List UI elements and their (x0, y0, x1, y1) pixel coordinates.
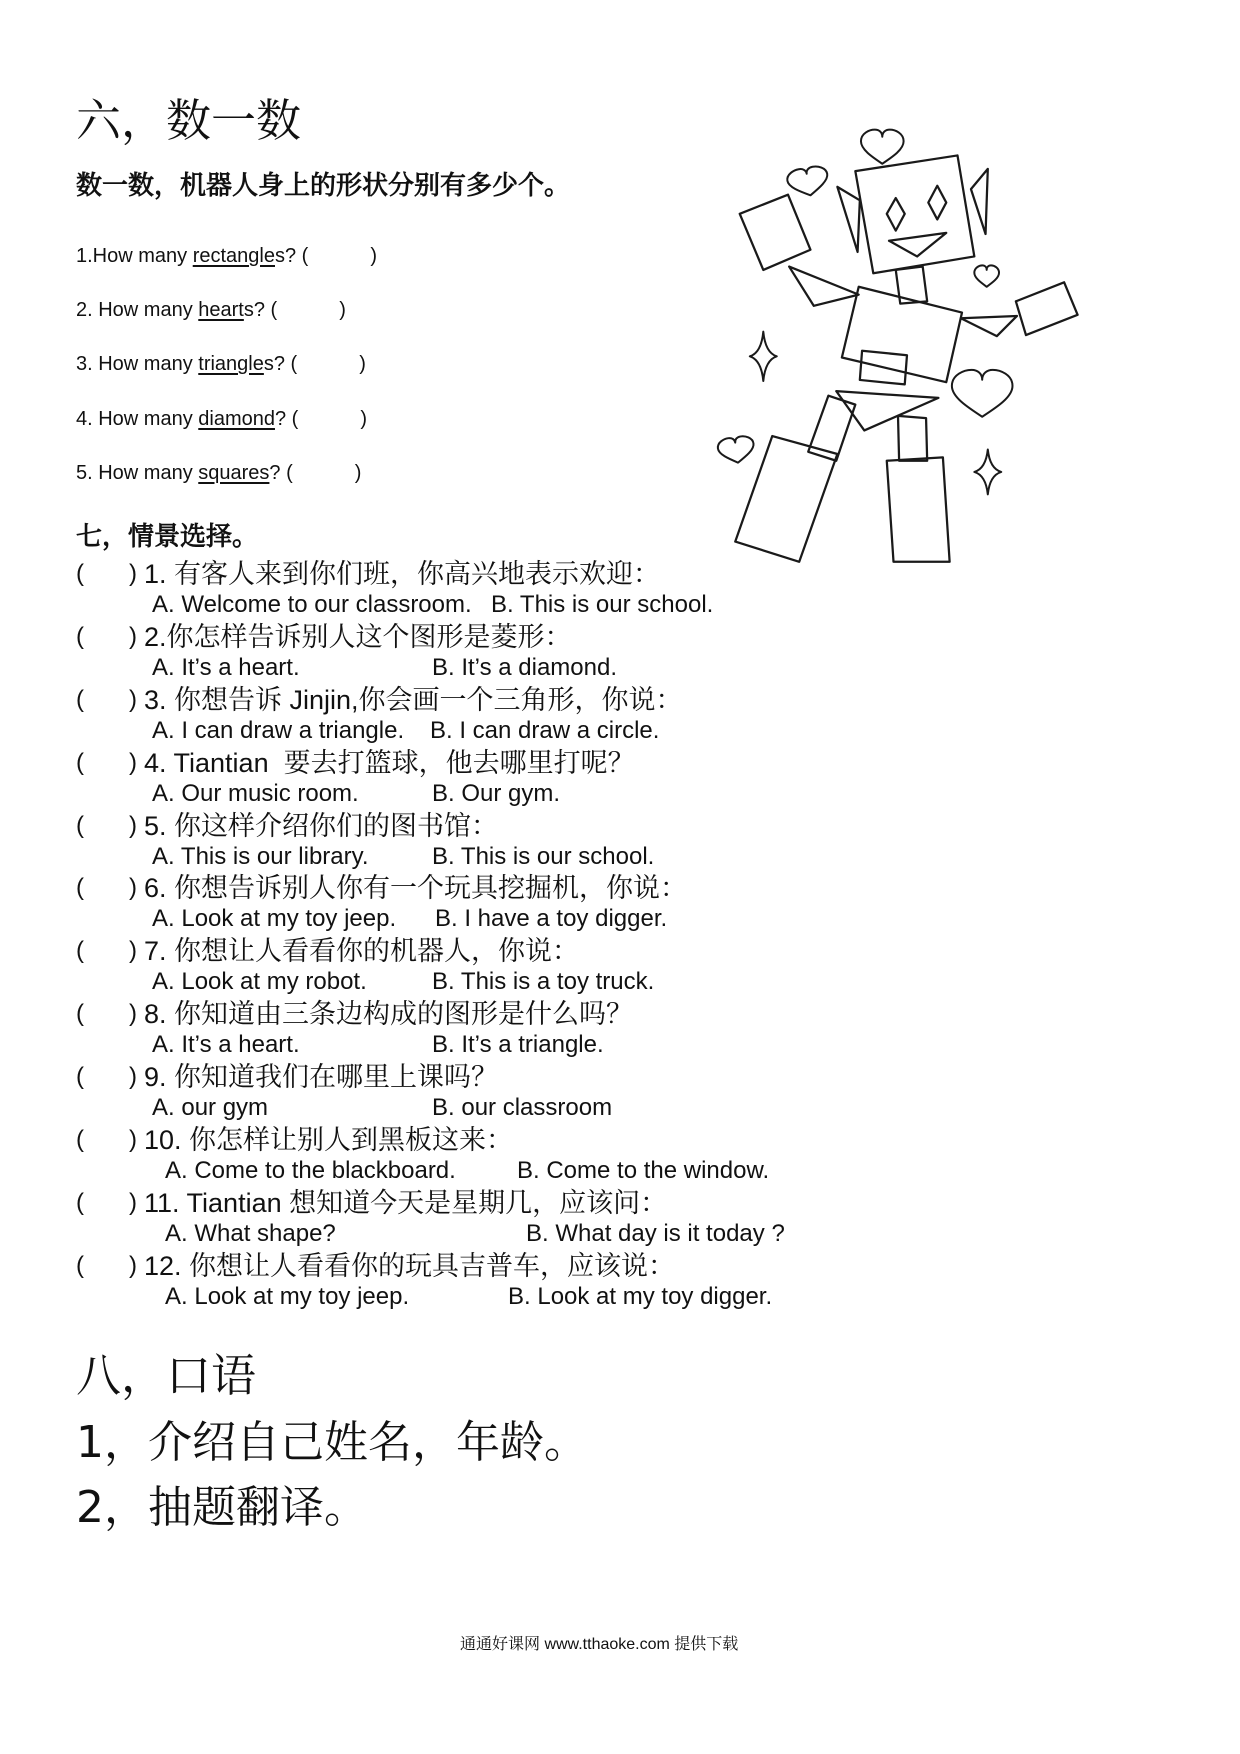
question-suffix: s? ( (263, 353, 298, 375)
heart-shape (786, 164, 831, 198)
robot-left-eye (887, 198, 905, 231)
scenario-item-7 (0, 935, 1240, 998)
scenario-question: 2.你怎样告诉别人这个图形是菱形： (144, 622, 572, 652)
answer-open-paren: ( (76, 1063, 84, 1090)
question-suffix: ? ( (274, 408, 299, 430)
option-a: A. It’s a heart. (152, 654, 300, 681)
option-b: B. This is our school. (491, 591, 714, 618)
answer-close-paren: ) (129, 749, 137, 776)
heart-shape (717, 435, 756, 465)
shape-word: diamond (198, 408, 275, 430)
option-a: A. This is our library. (152, 843, 369, 870)
answer-open-paren: ( (76, 812, 84, 839)
option-b: B. I have a toy digger. (435, 905, 668, 932)
robot-right-ear (971, 169, 988, 234)
count-question-3 (76, 352, 366, 376)
option-a: A. It’s a heart. (152, 1031, 300, 1058)
count-question-1 (76, 244, 377, 268)
scenario-question: 1. 有客人来到你们班，你高兴地表示欢迎： (144, 559, 661, 589)
scenario-item-10 (0, 1124, 1240, 1187)
close-paren: ) (354, 462, 362, 484)
option-a: A. Welcome to our classroom. (152, 591, 472, 618)
section6-instruction: 数一数，机器人身上的形状分别有多少个。 (76, 171, 571, 201)
robot-left-leg (808, 396, 855, 461)
option-a: A. Look at my toy jeep. (165, 1283, 410, 1310)
option-b: B. Come to the window. (517, 1157, 770, 1184)
oral-task-2: 2，抽题翻译。 (76, 1482, 368, 1533)
scenario-item-9 (0, 1061, 1240, 1124)
oral-task-1: 1，介绍自己姓名，年龄。 (76, 1417, 588, 1468)
question-prefix: 1.How many (76, 245, 193, 267)
answer-close-paren: ) (129, 560, 137, 587)
question-suffix: ? ( (269, 462, 293, 484)
scenario-question: 8. 你知道由三条边构成的图形是什么吗？ (144, 999, 634, 1029)
footer-source: 通通好课网 www.tthaoke.com 提供下载 (460, 1636, 739, 1653)
close-paren: ) (339, 299, 346, 321)
heart-shape (861, 130, 904, 164)
robot-right-hand (1016, 282, 1078, 335)
option-b: B. I can draw a circle. (430, 717, 660, 744)
scenario-question: 9. 你知道我们在哪里上课吗？ (144, 1062, 499, 1092)
heart-shape (974, 265, 999, 286)
robot-mouth (889, 233, 946, 257)
robot-right-eye (928, 186, 946, 220)
section8-heading: 八，口语 (76, 1349, 257, 1402)
robot-right-foot (887, 457, 950, 561)
count-question-4 (76, 407, 367, 431)
answer-open-paren: ( (76, 560, 84, 587)
robot-right-arm (961, 316, 1017, 336)
scenario-question: 11. Tiantian 想知道今天是星期几，应该问： (144, 1188, 668, 1218)
scenario-question: 3. 你想告诉 Jinjin,你会画一个三角形，你说： (144, 685, 683, 715)
option-b: B. It’s a diamond. (432, 654, 617, 681)
question-suffix: s? ( (243, 299, 278, 321)
scenario-question: 4. Tiantian 要去打篮球，他去哪里打呢？ (144, 748, 635, 778)
shape-word: squares (198, 462, 270, 484)
answer-open-paren: ( (76, 1126, 84, 1153)
scenario-item-8 (0, 998, 1240, 1061)
count-question-2 (76, 298, 346, 322)
scenario-item-11 (0, 1187, 1240, 1250)
option-a: A. Look at my robot. (152, 968, 367, 995)
robot-left-hand (740, 195, 811, 270)
answer-close-paren: ) (129, 1126, 137, 1153)
robot-illustration (707, 124, 1089, 573)
option-a: A. Our music room. (152, 780, 359, 807)
scenario-item-1 (0, 558, 1240, 621)
answer-close-paren: ) (129, 1189, 137, 1216)
answer-open-paren: ( (76, 623, 84, 650)
shape-word: triangle (198, 353, 264, 375)
robot-left-foot (735, 436, 837, 562)
option-b: B. What day is it today ? (526, 1220, 785, 1247)
robot-hip (836, 391, 938, 430)
question-prefix: 2. How many (76, 299, 199, 321)
option-b: B. our classroom (432, 1094, 613, 1121)
answer-close-paren: ) (129, 874, 137, 901)
question-prefix: 4. How many (76, 408, 199, 430)
scenario-question: 10. 你怎样让别人到黑板这来： (144, 1125, 514, 1155)
section6-heading: 六，数一数 (76, 94, 302, 147)
count-question-5 (76, 461, 361, 485)
answer-open-paren: ( (76, 749, 84, 776)
question-prefix: 5. How many (76, 462, 199, 484)
robot-left-ear (837, 187, 859, 252)
scenario-item-5 (0, 810, 1240, 873)
heart-shape (952, 370, 1013, 417)
answer-open-paren: ( (76, 686, 84, 713)
shape-word: rectangle (192, 245, 275, 267)
question-prefix: 3. How many (76, 353, 199, 375)
scenario-item-12 (0, 1250, 1240, 1313)
answer-open-paren: ( (76, 937, 84, 964)
option-a: A. Look at my toy jeep. (152, 905, 397, 932)
answer-close-paren: ) (129, 623, 137, 650)
question-suffix: s? ( (275, 245, 309, 267)
answer-open-paren: ( (76, 874, 84, 901)
section7-heading: 七，情景选择。 (76, 522, 259, 552)
scenario-question: 7. 你想让人看看你的机器人，你说： (144, 936, 580, 966)
option-b: B. Our gym. (432, 780, 561, 807)
scenario-item-3 (0, 684, 1240, 747)
close-paren: ) (359, 353, 366, 375)
option-b: B. This is our school. (432, 843, 655, 870)
option-a: A. What shape? (165, 1220, 336, 1247)
answer-close-paren: ) (129, 686, 137, 713)
sparkle-shape (750, 332, 777, 381)
option-b: B. This is a toy truck. (432, 968, 655, 995)
answer-close-paren: ) (129, 1000, 137, 1027)
answer-close-paren: ) (129, 812, 137, 839)
answer-close-paren: ) (129, 1063, 137, 1090)
option-a: A. I can draw a triangle. (152, 717, 405, 744)
scenario-item-6 (0, 872, 1240, 935)
answer-open-paren: ( (76, 1252, 84, 1279)
scenario-question: 6. 你想告诉别人你有一个玩具挖掘机，你说： (144, 873, 688, 903)
robot-left-arm (789, 267, 859, 306)
option-a: A. our gym (152, 1094, 269, 1121)
scenario-question: 12. 你想让人看看你的玩具吉普车，应该说： (144, 1251, 676, 1281)
scenario-question: 5. 你这样介绍你们的图书馆： (144, 811, 499, 841)
scenario-item-2 (0, 621, 1240, 684)
answer-open-paren: ( (76, 1000, 84, 1027)
scenario-item-4 (0, 747, 1240, 810)
answer-close-paren: ) (129, 1252, 137, 1279)
sparkle-shape (974, 450, 1001, 495)
option-b: B. It’s a triangle. (432, 1031, 604, 1058)
close-paren: ) (360, 408, 367, 430)
answer-open-paren: ( (76, 1189, 84, 1216)
option-a: A. Come to the blackboard. (165, 1157, 456, 1184)
close-paren: ) (370, 245, 378, 267)
shape-word: heart (198, 299, 244, 321)
robot-right-leg (898, 416, 927, 461)
answer-close-paren: ) (129, 937, 137, 964)
option-b: B. Look at my toy digger. (508, 1283, 773, 1310)
